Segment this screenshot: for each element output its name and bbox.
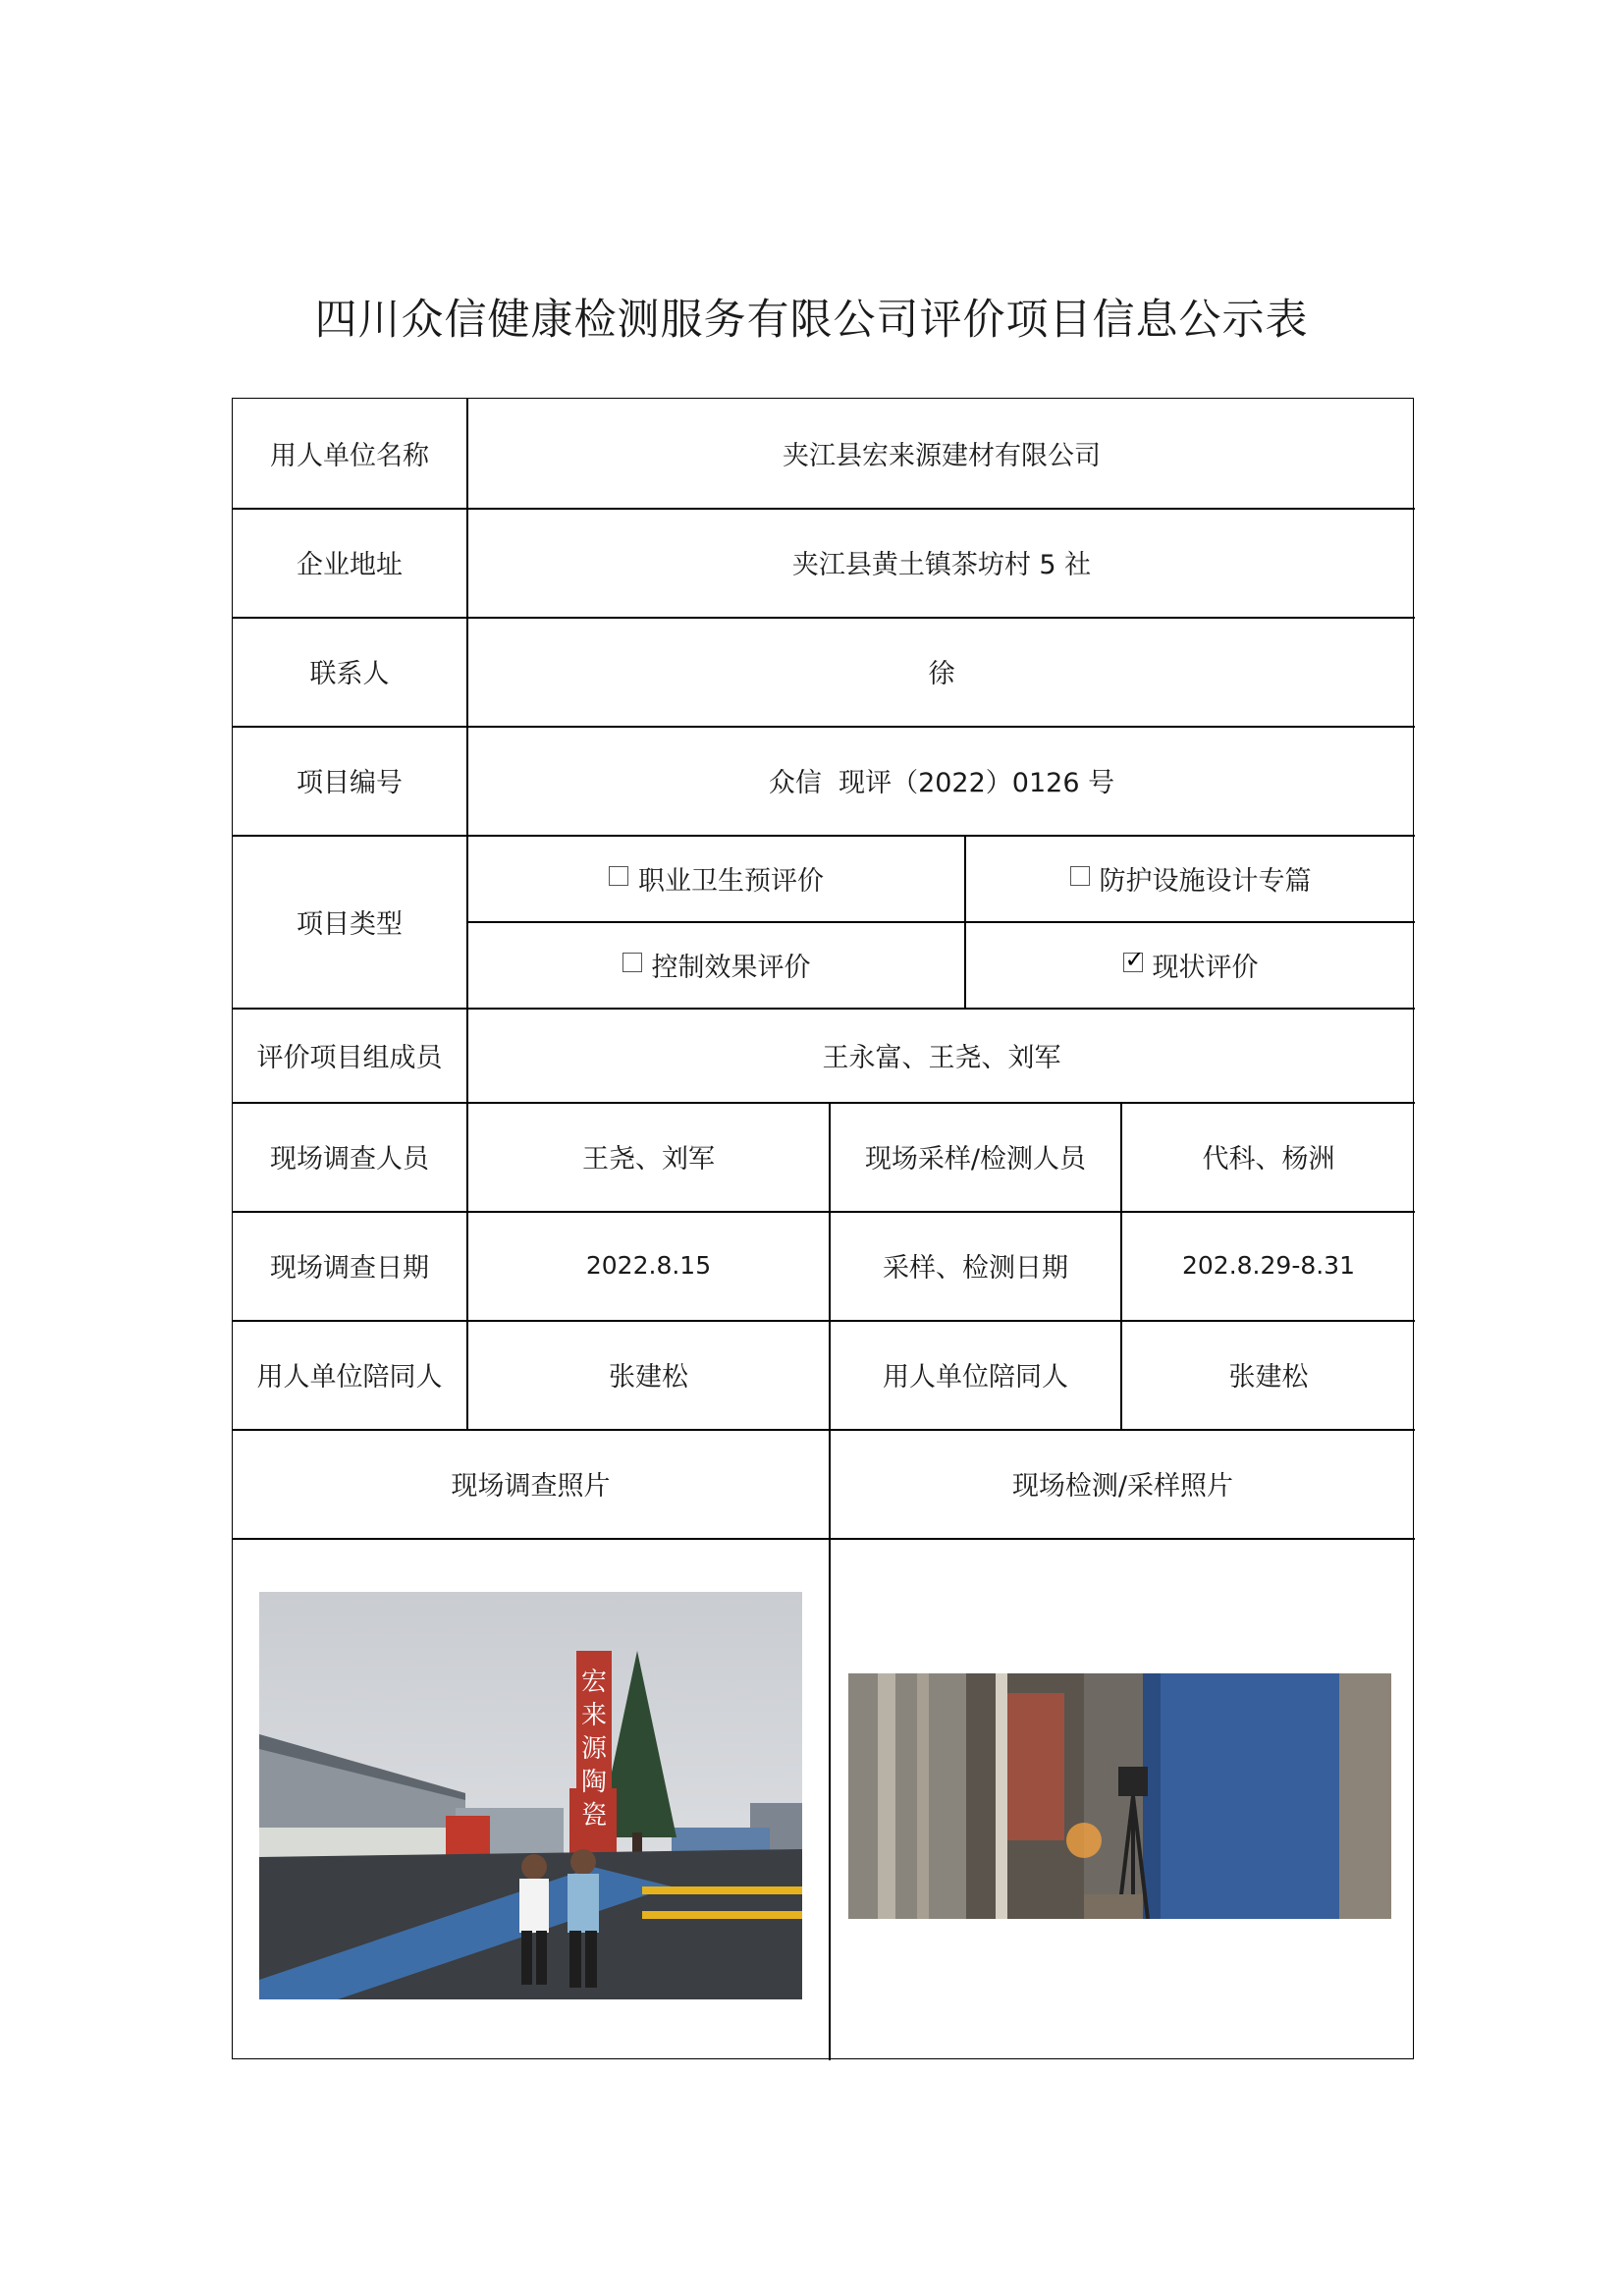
survey-photo — [259, 1592, 802, 1999]
option-label: 控制效果评价 — [651, 952, 811, 983]
escort-label: 用人单位陪同人 — [883, 1362, 1068, 1393]
sampling-date-value: 202.8.29-8.31 — [1181, 1251, 1355, 1280]
members-label: 评价项目组成员 — [256, 1042, 443, 1073]
survey-staff-label: 现场调查人员 — [270, 1144, 429, 1175]
checkbox-icon[interactable] — [1070, 866, 1090, 886]
option-label: 防护设施设计专篇 — [1099, 865, 1312, 897]
option-label: 职业卫生预评价 — [638, 865, 824, 897]
escort-value: 张建松 — [609, 1362, 688, 1393]
survey-staff-value: 王尧、刘军 — [582, 1144, 715, 1175]
survey-date-value: 2022.8.15 — [585, 1251, 712, 1280]
survey-date-label: 现场调查日期 — [270, 1253, 429, 1284]
contact-value: 徐 — [928, 659, 955, 689]
sign-glyph: 宏 — [580, 1667, 608, 1697]
address-value: 夹江县黄土镇茶坊村 5 社 — [791, 550, 1092, 580]
sampling-staff-label: 现场采样/检测人员 — [864, 1144, 1087, 1175]
project-type-option[interactable] — [966, 835, 1415, 921]
project-type-option[interactable] — [966, 921, 1415, 1008]
project-type-option[interactable] — [468, 921, 964, 1008]
escort-label: 用人单位陪同人 — [256, 1362, 443, 1393]
info-table — [232, 398, 1414, 2059]
sampling-staff-value: 代科、杨洲 — [1202, 1144, 1335, 1175]
sampling-photo-label: 现场检测/采样照片 — [1011, 1471, 1234, 1502]
checkbox-checked-icon[interactable] — [1123, 953, 1143, 972]
checkbox-icon[interactable] — [622, 953, 642, 972]
sign-glyph: 陶 — [580, 1768, 608, 1797]
page-title: 四川众信健康检测服务有限公司评价项目信息公示表 — [314, 296, 1309, 345]
address-label: 企业地址 — [297, 550, 403, 580]
project-type-option[interactable] — [468, 835, 964, 921]
sampling-photo — [848, 1673, 1391, 1919]
project-type-label: 项目类型 — [297, 908, 403, 940]
sampling-date-label: 采样、检测日期 — [883, 1253, 1068, 1284]
sign-glyph: 源 — [580, 1734, 608, 1764]
survey-photo-label: 现场调查照片 — [451, 1471, 611, 1502]
members-value: 王永富、王尧、刘军 — [822, 1042, 1061, 1073]
option-label: 现状评价 — [1152, 952, 1259, 983]
checkbox-icon[interactable] — [609, 866, 628, 886]
sign-glyph: 来 — [580, 1701, 608, 1730]
contact-label: 联系人 — [309, 659, 390, 689]
project-no-value: 众信 现评（2022）0126 号 — [768, 768, 1115, 798]
escort-value: 张建松 — [1228, 1362, 1309, 1393]
employer-label: 用人单位名称 — [270, 441, 429, 471]
project-no-label: 项目编号 — [297, 768, 403, 798]
sign-glyph: 瓷 — [580, 1801, 608, 1831]
employer-value: 夹江县宏来源建材有限公司 — [783, 441, 1101, 471]
